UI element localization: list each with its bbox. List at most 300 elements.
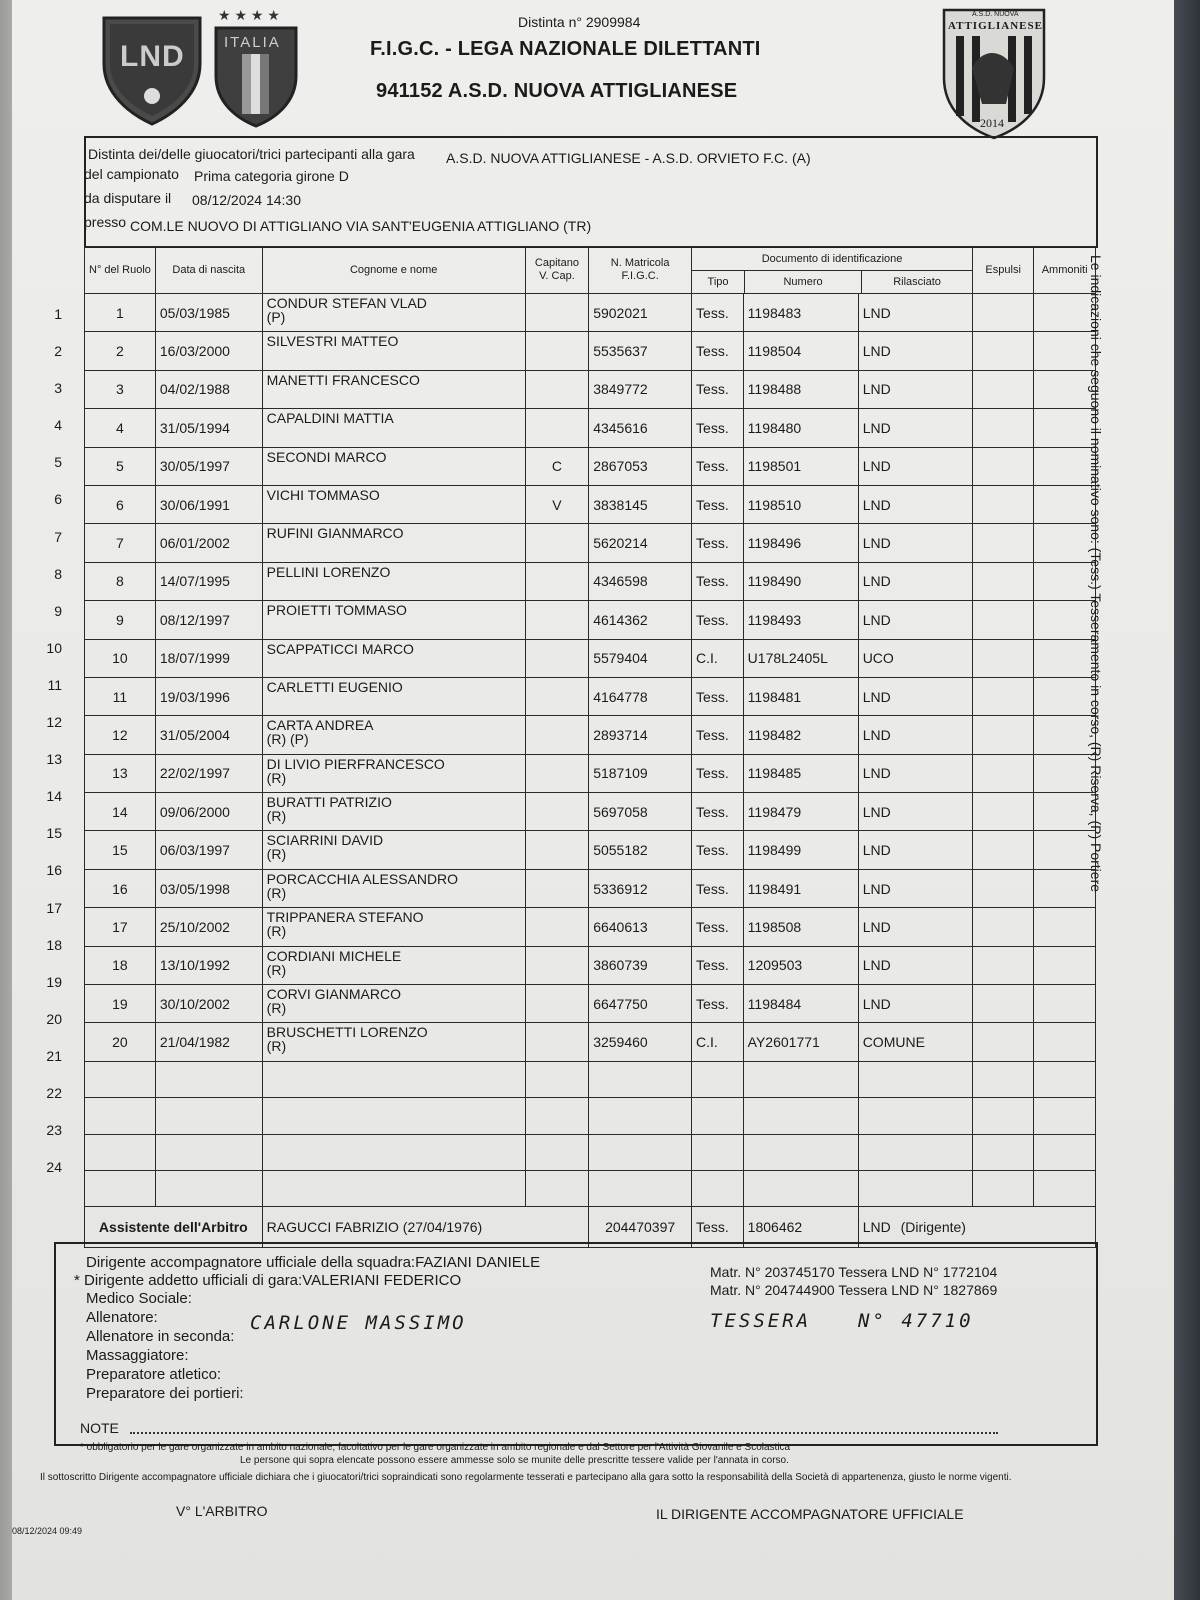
handwritten-numero: N° 47710: [858, 1310, 974, 1332]
player-capitano: [525, 1023, 589, 1061]
player-espulsi: [973, 447, 1034, 485]
player-doc-tipo: Tess.: [692, 601, 744, 639]
player-name-cell: [262, 677, 525, 715]
player-matricola: 4345616: [589, 409, 692, 447]
player-espulsi: [973, 985, 1034, 1023]
row-number: 12: [46, 714, 62, 731]
player-ammoniti: [1034, 677, 1096, 715]
row-number: 10: [46, 639, 62, 656]
assistente-ril: LND: [862, 1219, 891, 1236]
table-row: [85, 639, 1096, 677]
label-data: da disputare il: [84, 190, 172, 206]
player-doc-rilasciato: LND: [858, 601, 972, 639]
player-matricola: 5579404: [589, 639, 692, 677]
match-campionato: Prima categoria girone D: [194, 168, 349, 184]
empty-numero: [743, 1134, 858, 1170]
matricola-1: Matr. N° 203745170 Tessera LND N° 1772104: [710, 1264, 998, 1280]
player-espulsi: [973, 639, 1034, 677]
player-name-cell: [262, 831, 525, 869]
table-row: [85, 447, 1096, 485]
player-matricola: 5902021: [589, 294, 692, 332]
player-name: RUFINI GIANMARCO: [266, 525, 404, 542]
player-name: MANETTI FRANCESCO: [266, 371, 420, 388]
player-espulsi: [973, 677, 1034, 715]
player-doc-tipo: Tess.: [692, 831, 744, 869]
empty-espulsi: [973, 1134, 1034, 1170]
player-doc-numero: 1198499: [743, 831, 858, 869]
player-matricola: 6647750: [589, 985, 692, 1023]
col-tipo: Tipo: [692, 271, 745, 293]
player-name-cell: [262, 908, 525, 946]
player-ruolo: 17: [85, 908, 156, 946]
player-ammoniti: [1034, 908, 1096, 946]
player-nascita: 25/10/2002: [155, 908, 262, 946]
player-capitano: V: [525, 485, 589, 523]
player-capitano: [525, 370, 589, 408]
row-number: 4: [54, 417, 62, 434]
match-presso: COM.LE NUOVO DI ATTIGLIANO VIA SANT'EUGENIA ATTIGLIANO (TR): [130, 218, 592, 234]
empty-nome: [262, 1061, 525, 1097]
player-matricola: 3860739: [589, 946, 692, 984]
row-number: 11: [47, 676, 62, 693]
row-number: 23: [46, 1122, 62, 1139]
empty-matricola: [589, 1170, 692, 1206]
table-row: [85, 1061, 1096, 1097]
assistente-label: Assistente dell'Arbitro: [85, 1207, 263, 1248]
table-header: [85, 247, 1096, 294]
col-nascita: Data di nascita: [155, 247, 262, 294]
assistente-nome: RAGUCCI FABRIZIO (27/04/1976): [262, 1207, 589, 1248]
row-number: 22: [46, 1084, 62, 1101]
table-row: [85, 370, 1096, 408]
player-matricola: 5336912: [589, 869, 692, 907]
player-doc-rilasciato: LND: [858, 716, 972, 754]
player-ammoniti: [1034, 409, 1096, 447]
player-note: (R): [266, 769, 287, 786]
player-matricola: 4614362: [589, 601, 692, 639]
player-doc-numero: 1209503: [743, 946, 858, 984]
player-doc-numero: 1198485: [743, 754, 858, 792]
player-doc-tipo: C.I.: [692, 1023, 744, 1061]
player-nascita: 16/03/2000: [155, 332, 262, 370]
player-nascita: 31/05/2004: [155, 716, 262, 754]
player-matricola: 5697058: [589, 793, 692, 831]
empty-numero: [743, 1061, 858, 1097]
player-doc-numero: 1198491: [743, 869, 858, 907]
player-nascita: 13/10/1992: [155, 946, 262, 984]
player-ammoniti: [1034, 332, 1096, 370]
player-doc-rilasciato: LND: [858, 754, 972, 792]
player-ammoniti: [1034, 294, 1096, 332]
player-nascita: 04/02/1988: [155, 370, 262, 408]
player-nascita: 21/04/1982: [155, 1023, 262, 1061]
player-ammoniti: [1034, 1023, 1096, 1061]
player-ruolo: 20: [85, 1023, 156, 1061]
player-name-cell: [262, 409, 525, 447]
col-matricola: N. Matricola F.I.G.C.: [589, 247, 692, 294]
player-ammoniti: [1034, 447, 1096, 485]
player-ammoniti: [1034, 985, 1096, 1023]
player-nascita: 30/05/1997: [155, 447, 262, 485]
player-doc-rilasciato: LND: [858, 562, 972, 600]
empty-nome: [262, 1134, 525, 1170]
table-row: [85, 677, 1096, 715]
player-capitano: [525, 716, 589, 754]
match-data: 08/12/2024 14:30: [192, 192, 301, 208]
player-ammoniti: [1034, 869, 1096, 907]
player-name-cell: [262, 447, 525, 485]
player-ruolo: 11: [85, 677, 156, 715]
player-ruolo: 2: [85, 332, 156, 370]
player-espulsi: [973, 409, 1034, 447]
row-number: 19: [46, 973, 62, 990]
player-matricola: 3259460: [589, 1023, 692, 1061]
player-nascita: 06/03/1997: [155, 831, 262, 869]
empty-capitano: [525, 1061, 589, 1097]
empty-ruolo: [85, 1170, 156, 1206]
player-doc-numero: 1198483: [743, 294, 858, 332]
player-espulsi: [973, 869, 1034, 907]
player-doc-rilasciato: LND: [858, 908, 972, 946]
empty-ruolo: [85, 1098, 156, 1134]
player-doc-tipo: Tess.: [692, 869, 744, 907]
empty-matricola: [589, 1098, 692, 1134]
player-note: (R) (P): [266, 731, 309, 748]
attiglianese-logo-name: ATTIGLIANESE: [948, 20, 1043, 32]
player-ammoniti: [1034, 370, 1096, 408]
player-name: CONDUR STEFAN VLAD: [266, 295, 427, 311]
player-name-cell: [262, 294, 525, 332]
player-doc-numero: 1198490: [743, 562, 858, 600]
dirigente-accompagnatore: Dirigente accompagnatore ufficiale della squadra:FAZIANI DANIELE: [86, 1254, 541, 1271]
player-nascita: 05/03/1985: [155, 294, 262, 332]
empty-numero: [743, 1098, 858, 1134]
player-ruolo: 8: [85, 562, 156, 600]
player-ruolo: 5: [85, 447, 156, 485]
match-gara: A.S.D. NUOVA ATTIGLIANESE - A.S.D. ORVIETO F.C. (A): [446, 150, 811, 166]
empty-nascita: [155, 1170, 262, 1206]
player-doc-numero: 1198488: [743, 370, 858, 408]
handwritten-tessera: TESSERA: [710, 1310, 812, 1332]
player-name: SCIARRINI DAVID: [266, 832, 384, 849]
col-capitano: Capitano V. Cap.: [525, 247, 589, 294]
player-name: VICHI TOMMASO: [266, 486, 380, 503]
svg-text:★ ★ ★ ★: ★ ★ ★ ★: [218, 7, 280, 23]
empty-rilasciato: [858, 1134, 972, 1170]
table-row: [85, 716, 1096, 754]
empty-nascita: [155, 1134, 262, 1170]
player-ammoniti: [1034, 601, 1096, 639]
player-matricola: 4346598: [589, 562, 692, 600]
allenatore: Allenatore:: [86, 1309, 158, 1326]
player-doc-tipo: Tess.: [692, 409, 744, 447]
player-matricola: 5620214: [589, 524, 692, 562]
empty-ammoniti: [1034, 1098, 1096, 1134]
empty-ammoniti: [1034, 1061, 1096, 1097]
player-name: SCAPPATICCI MARCO: [266, 640, 414, 657]
player-name: PROIETTI TOMMASO: [266, 602, 407, 619]
assistente-tipo: Tess.: [692, 1207, 744, 1248]
label-campionato: del campionato: [84, 166, 179, 182]
player-capitano: [525, 946, 589, 984]
player-nascita: 30/06/1991: [155, 485, 262, 523]
col-numero: Numero: [745, 271, 862, 293]
table-row: [85, 1134, 1096, 1170]
player-capitano: [525, 562, 589, 600]
arbitro-signature: V° L'ARBITRO: [176, 1503, 268, 1519]
player-doc-rilasciato: LND: [858, 869, 972, 907]
row-number: 15: [46, 825, 62, 842]
player-ruolo: 6: [85, 485, 156, 523]
row-number: 17: [46, 899, 62, 916]
italia-logo: [212, 6, 300, 135]
player-name-cell: [262, 601, 525, 639]
row-number: 18: [46, 936, 62, 953]
player-name-cell: [262, 1023, 525, 1061]
table-row: [85, 908, 1096, 946]
table-row: [85, 524, 1096, 562]
player-matricola: 3838145: [589, 485, 692, 523]
player-capitano: [525, 985, 589, 1023]
player-espulsi: [973, 908, 1034, 946]
preparatore-atletico: Preparatore atletico:: [86, 1366, 222, 1383]
label-presso: presso: [84, 214, 127, 230]
player-name: SILVESTRI MATTEO: [266, 333, 399, 350]
player-note: (R): [266, 1038, 287, 1055]
player-doc-tipo: Tess.: [692, 793, 744, 831]
player-capitano: [525, 869, 589, 907]
empty-capitano: [525, 1098, 589, 1134]
empty-tipo: [692, 1098, 744, 1134]
distinta-number: Distinta n° 2909984: [518, 14, 641, 30]
table-row: [85, 946, 1096, 984]
player-nascita: 03/05/1998: [155, 869, 262, 907]
player-note: (R): [266, 961, 287, 978]
table-row: [85, 869, 1096, 907]
dirigente-signature: IL DIRIGENTE ACCOMPAGNATORE UFFICIALE: [656, 1506, 964, 1522]
player-doc-rilasciato: LND: [858, 294, 972, 332]
player-nascita: 14/07/1995: [155, 562, 262, 600]
player-doc-numero: 1198504: [743, 332, 858, 370]
player-name: DI LIVIO PIERFRANCESCO: [266, 755, 445, 772]
player-espulsi: [973, 716, 1034, 754]
player-espulsi: [973, 370, 1034, 408]
player-espulsi: [973, 831, 1034, 869]
print-timestamp: 08/12/2024 09:49: [12, 1526, 83, 1536]
table-row: [85, 332, 1096, 370]
handwritten-allenatore: CARLONE MASSIMO: [250, 1312, 467, 1334]
player-matricola: 5055182: [589, 831, 692, 869]
players-table: [84, 246, 1096, 1248]
player-ammoniti: [1034, 485, 1096, 523]
empty-matricola: [589, 1134, 692, 1170]
empty-ammoniti: [1034, 1170, 1096, 1206]
player-nascita: 19/03/1996: [155, 677, 262, 715]
player-doc-numero: 1198508: [743, 908, 858, 946]
empty-espulsi: [973, 1098, 1034, 1134]
player-doc-tipo: Tess.: [692, 562, 744, 600]
player-doc-rilasciato: LND: [858, 485, 972, 523]
label-gara: Distinta dei/delle giuocatori/trici partecipanti alla gara: [88, 146, 415, 162]
player-ruolo: 3: [85, 370, 156, 408]
player-note: (R): [266, 1000, 287, 1017]
player-doc-numero: 1198501: [743, 447, 858, 485]
player-doc-rilasciato: UCO: [858, 639, 972, 677]
row-number: 14: [46, 788, 62, 805]
assistente-ruolo: (Dirigente): [900, 1219, 966, 1236]
col-espulsi: Espulsi: [973, 247, 1034, 294]
player-espulsi: [973, 1023, 1034, 1061]
empty-nome: [262, 1170, 525, 1206]
player-doc-tipo: Tess.: [692, 946, 744, 984]
row-number: 21: [46, 1047, 62, 1064]
player-doc-tipo: C.I.: [692, 639, 744, 677]
declaration: Il sottoscritto Dirigente accompagnatore ufficiale dichiara che i giuocatori/trici sopraindicati sono regolarmente tesserati e partecipano alla gara sotto la responsabilità della Società di appartenenza, giusto le norme vigenti.: [40, 1472, 1012, 1483]
player-note: (R): [266, 884, 287, 901]
italia-logo-text: ITALIA: [224, 34, 281, 51]
player-ammoniti: [1034, 639, 1096, 677]
player-espulsi: [973, 946, 1034, 984]
table-row: [85, 1170, 1096, 1206]
player-doc-rilasciato: LND: [858, 409, 972, 447]
player-ammoniti: [1034, 562, 1096, 600]
attiglianese-logo-year: 2014: [980, 116, 1004, 130]
empty-rilasciato: [858, 1098, 972, 1134]
player-espulsi: [973, 332, 1034, 370]
player-espulsi: [973, 485, 1034, 523]
player-ruolo: 15: [85, 831, 156, 869]
player-doc-rilasciato: LND: [858, 831, 972, 869]
player-doc-numero: 1198493: [743, 601, 858, 639]
player-ruolo: 14: [85, 793, 156, 831]
row-numbers: [32, 296, 62, 1186]
player-matricola: 3849772: [589, 370, 692, 408]
player-doc-numero: 1198480: [743, 409, 858, 447]
player-doc-rilasciato: LND: [858, 946, 972, 984]
empty-tipo: [692, 1170, 744, 1206]
player-doc-tipo: Tess.: [692, 332, 744, 370]
note-label: NOTE: [80, 1420, 119, 1436]
player-name-cell: [262, 716, 525, 754]
col-documento-group: [692, 247, 973, 294]
row-number: 24: [46, 1159, 62, 1176]
empty-tipo: [692, 1134, 744, 1170]
player-doc-rilasciato: LND: [858, 524, 972, 562]
player-note: (R): [266, 846, 287, 863]
table-row: [85, 831, 1096, 869]
empty-espulsi: [973, 1061, 1034, 1097]
player-note: (R): [266, 808, 287, 825]
player-name-cell: [262, 985, 525, 1023]
row-number: 9: [54, 602, 62, 619]
player-matricola: 5187109: [589, 754, 692, 792]
player-matricola: 6640613: [589, 908, 692, 946]
player-doc-rilasciato: COMUNE: [858, 1023, 972, 1061]
table-row: [85, 601, 1096, 639]
player-ammoniti: [1034, 793, 1096, 831]
player-name: CARLETTI EUGENIO: [266, 678, 403, 695]
player-doc-tipo: Tess.: [692, 485, 744, 523]
player-nascita: 06/01/2002: [155, 524, 262, 562]
note-line-1: * obbligatorio per le gare organizzate in ambito nazionale, facoltativo per le gare organizzate in ambito regionale e dal Settore per l'Attività Giovanile e Scolastica: [80, 1442, 791, 1453]
player-name-cell: [262, 639, 525, 677]
player-capitano: [525, 409, 589, 447]
empty-ruolo: [85, 1134, 156, 1170]
player-ammoniti: [1034, 946, 1096, 984]
player-name-cell: [262, 332, 525, 370]
lnd-logo-text: LND: [120, 40, 185, 73]
player-doc-rilasciato: LND: [858, 793, 972, 831]
player-note: (R): [266, 923, 287, 940]
empty-rilasciato: [858, 1061, 972, 1097]
player-doc-rilasciato: LND: [858, 332, 972, 370]
empty-ammoniti: [1034, 1134, 1096, 1170]
empty-ruolo: [85, 1061, 156, 1097]
player-ruolo: 4: [85, 409, 156, 447]
player-matricola: 5535637: [589, 332, 692, 370]
player-doc-numero: U178L2405L: [743, 639, 858, 677]
preparatore-portieri: Preparatore dei portieri:: [86, 1385, 244, 1402]
player-name-cell: [262, 524, 525, 562]
player-name: SECONDI MARCO: [266, 448, 387, 465]
col-nome: Cognome e nome: [262, 247, 525, 294]
player-name-cell: [262, 869, 525, 907]
club-name: 941152 A.S.D. NUOVA ATTIGLIANESE: [376, 80, 738, 102]
player-doc-tipo: Tess.: [692, 754, 744, 792]
player-capitano: [525, 754, 589, 792]
player-name-cell: [262, 754, 525, 792]
player-ammoniti: [1034, 716, 1096, 754]
player-ruolo: 18: [85, 946, 156, 984]
player-doc-numero: AY2601771: [743, 1023, 858, 1061]
assistente-num: 1806462: [743, 1207, 858, 1248]
player-doc-numero: 1198496: [743, 524, 858, 562]
player-ruolo: 10: [85, 639, 156, 677]
table-row: [85, 409, 1096, 447]
player-capitano: [525, 908, 589, 946]
assistente-matr: 204470397: [589, 1207, 692, 1248]
player-doc-numero: 1198481: [743, 677, 858, 715]
player-ruolo: 13: [85, 754, 156, 792]
empty-capitano: [525, 1170, 589, 1206]
player-doc-tipo: Tess.: [692, 716, 744, 754]
player-capitano: [525, 332, 589, 370]
row-number: 3: [54, 380, 62, 397]
player-espulsi: [973, 524, 1034, 562]
player-matricola: 2893714: [589, 716, 692, 754]
player-doc-numero: 1198482: [743, 716, 858, 754]
player-doc-tipo: Tess.: [692, 677, 744, 715]
player-espulsi: [973, 754, 1034, 792]
player-capitano: C: [525, 447, 589, 485]
player-nascita: 09/06/2000: [155, 793, 262, 831]
player-doc-rilasciato: LND: [858, 985, 972, 1023]
empty-matricola: [589, 1061, 692, 1097]
table-row: [85, 485, 1096, 523]
empty-nascita: [155, 1061, 262, 1097]
player-doc-tipo: Tess.: [692, 447, 744, 485]
col-documento: Documento di identificazione: [692, 248, 972, 271]
massaggiatore: Massaggiatore:: [86, 1347, 189, 1364]
player-capitano: [525, 639, 589, 677]
player-matricola: 4164778: [589, 677, 692, 715]
player-name-cell: [262, 946, 525, 984]
table-row: [85, 294, 1096, 332]
row-number: 20: [46, 1010, 62, 1027]
player-doc-numero: 1198479: [743, 793, 858, 831]
lnd-logo: [100, 14, 204, 131]
col-rilasciato: Rilasciato: [893, 275, 941, 288]
